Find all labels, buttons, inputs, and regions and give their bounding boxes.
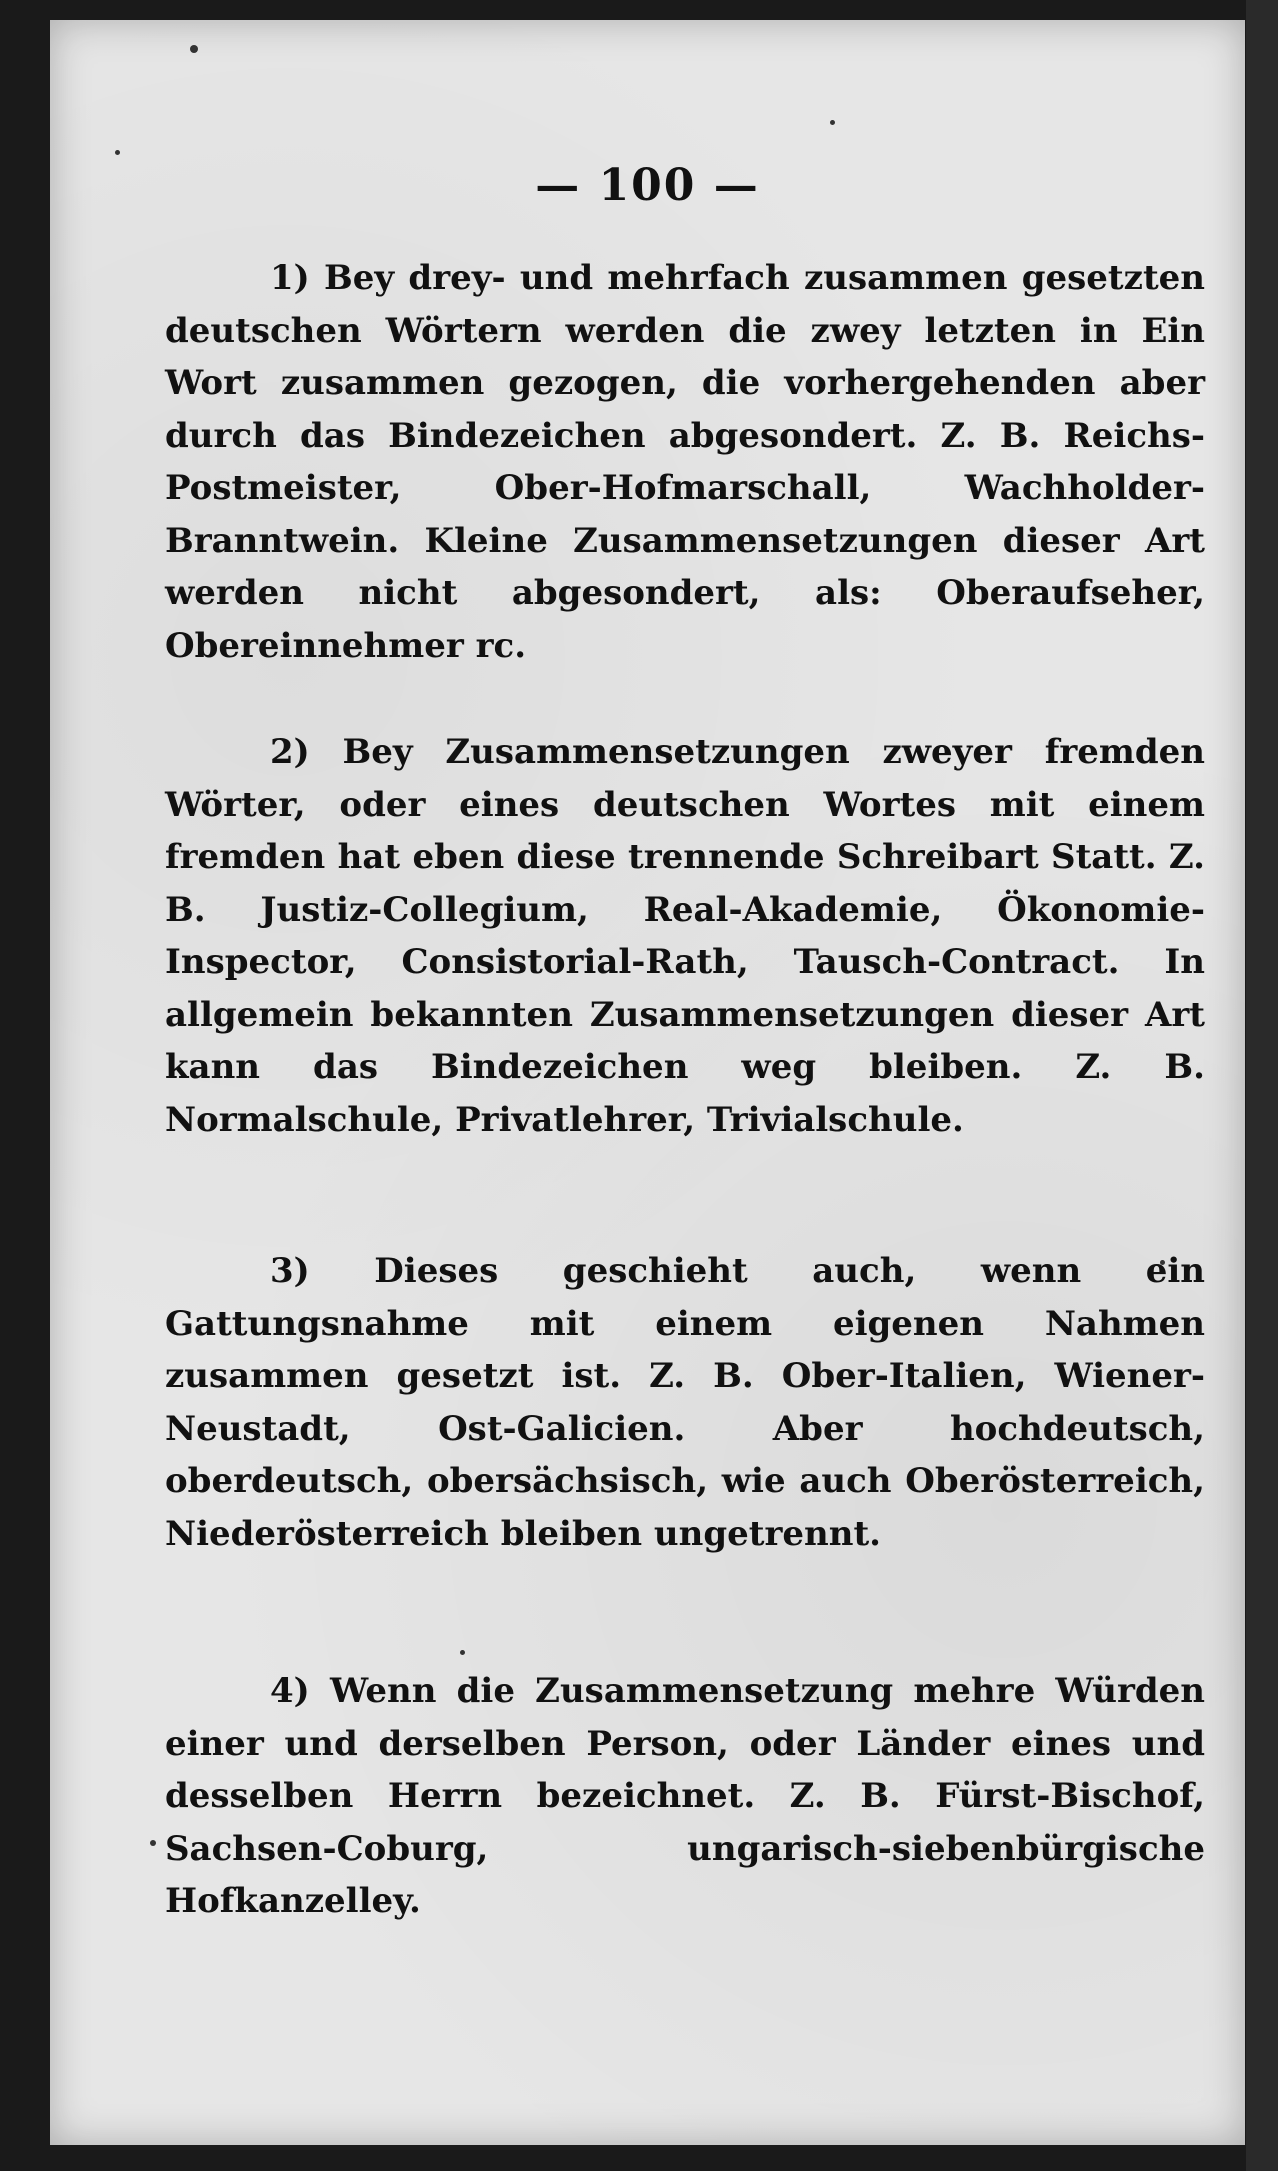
paper-speck	[150, 1840, 156, 1846]
paragraph-text: 2) Bey Zusammensetzungen zweyer fremden Wörter, oder eines deutschen Wortes mit einem fremden hat eben diese trennende Schreibart Statt. Z. B. Justiz-Collegium, Real-Akademie, Ökonomie-Inspector, Consistorial-Rath, Tausch-Contract. In allgemein bekannten Zusammensetzungen dieser Art kann das Bindezeichen weg bleiben. Z. B. Normalschule, Privatlehrer, Trivialschule.	[165, 732, 1205, 1140]
paragraph-2	[165, 726, 1205, 1146]
paragraph-1	[165, 252, 1205, 672]
paper-speck	[830, 120, 835, 125]
paper-speck	[460, 1650, 465, 1655]
paper-speck	[190, 45, 198, 53]
paragraph-text: 3) Dieses geschieht auch, wenn ein Gattungsnahme mit einem eigenen Nahmen zusammen gesetzt ist. Z. B. Ober-Italien, Wiener-Neustadt, Ost-Galicien. Aber hochdeutsch, oberdeutsch, obersächsisch, wie auch Oberösterreich, Niederösterreich bleiben ungetrennt.	[165, 1251, 1205, 1554]
paragraph-4	[165, 1665, 1205, 1928]
paper-speck	[115, 150, 120, 155]
paragraph-text: 4) Wenn die Zusammensetzung mehre Würden einer und derselben Person, oder Länder eines und desselben Herrn bezeichnet. Z. B. Fürst-Bischof, Sachsen-Coburg, ungarisch-siebenbürgische Hofkanzelley.	[165, 1671, 1205, 1921]
paragraph-3	[165, 1245, 1205, 1560]
paragraph-text: 1) Bey drey- und mehrfach zusammen gesetzten deutschen Wörtern werden die zwey letzten in Ein Wort zusammen gezogen, die vorhergehenden aber durch das Bindezeichen abgesondert. Z. B. Reichs-Postmeister, Ober-Hofmarschall, Wachholder-Branntwein. Kleine Zusammensetzungen dieser Art werden nicht abgesondert, als: Oberaufseher, Obereinnehmer rc.	[165, 258, 1205, 666]
book-edge	[1246, 0, 1278, 2171]
page-number: — 100 —	[535, 160, 760, 211]
